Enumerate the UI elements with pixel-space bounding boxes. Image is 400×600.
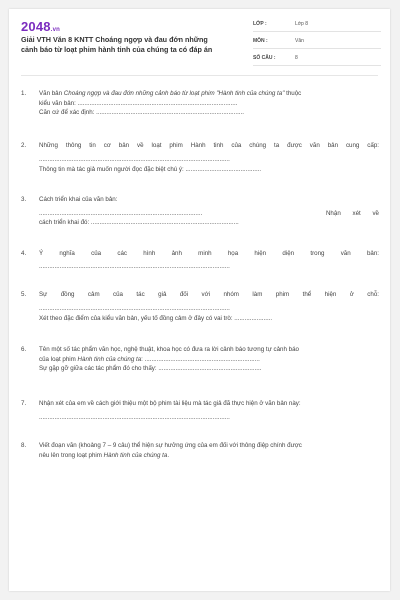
question-text: Viết đoạn văn (khoảng 7 – 9 câu) thể hiện sự hưởng ứng của em đối với thông điệp chính được	[39, 442, 302, 449]
text-run: Nhận xét về	[325, 209, 379, 217]
answer-line: Thông tin mà tác giả muốn người đọc đặc biệt chú ý: ............................................	[39, 166, 262, 173]
answer-line: ...............................................................................................................	[39, 413, 230, 421]
question-body	[39, 399, 379, 422]
answer-line: Sự gặp gỡ giữa các tác phẩm đó cho thấy: ............................................................	[39, 365, 262, 372]
answer-line	[39, 355, 379, 365]
worksheet-page	[9, 9, 390, 591]
meta-label: MÔN :	[253, 38, 268, 44]
logo-main: 2048	[21, 19, 51, 34]
header-divider	[21, 75, 378, 76]
text-run: của loạt phim	[39, 355, 78, 363]
italic-title: Hành tinh của chúng ta	[77, 355, 142, 363]
answer-dots: : ...................................................................	[141, 355, 260, 363]
question-number: 5.	[21, 291, 27, 298]
question-body	[39, 195, 379, 228]
italic-title: Choáng ngợp và đau đớn những cảnh báo từ loạt phim "Hành tinh của chúng ta"	[63, 90, 285, 97]
question-text: Tên một số tác phẩm văn học, nghệ thuật, khoa học có đưa ra lời cảnh báo tương tự cảnh báo	[39, 346, 299, 353]
question-body	[39, 345, 379, 374]
question-body	[39, 249, 379, 271]
question-number: 4.	[21, 250, 27, 257]
text-run: nêu lên trong loạt phim	[39, 451, 104, 459]
question-body	[39, 141, 379, 175]
question-number: 8.	[21, 442, 27, 449]
meta-value: Văn	[295, 38, 304, 44]
italic-title: Hành tinh của chúng ta	[103, 451, 168, 459]
question-number: 1.	[21, 90, 27, 97]
meta-value: Lớp 8	[295, 21, 309, 27]
title-line-1: Giải VTH Văn 8 KNTT Choáng ngợp và đau đớn những	[21, 35, 208, 44]
site-logo[interactable]	[21, 19, 60, 34]
answer-line: ...............................................................................................................	[39, 262, 230, 270]
question-text: Sự đồng cảm của tác giả đối với nhóm làm phim thể hiện ở chỗ:	[39, 291, 379, 298]
meta-row-class	[253, 17, 381, 32]
meta-row-subject	[253, 34, 381, 49]
question-number: 6.	[21, 346, 27, 353]
worksheet-header	[21, 17, 381, 73]
answer-dots: ...............................................................................................	[39, 209, 203, 217]
question-body	[39, 441, 379, 460]
text-run: thuộc	[284, 90, 302, 97]
answer-line: ...............................................................................................................	[39, 304, 230, 312]
text-run: .	[167, 451, 170, 459]
question-number: 3.	[21, 196, 27, 203]
meta-label: SỐ CÂU :	[253, 55, 276, 61]
answer-line: kiểu văn bản: .............................................................................................	[39, 99, 238, 107]
meta-panel	[253, 17, 381, 68]
answer-line: ...............................................................................................................	[39, 155, 230, 163]
question-text: Ý nghĩa của các hình ảnh minh họa hiện diện trong văn bản:	[39, 250, 379, 257]
title-line-2: cảnh báo từ loạt phim hành tinh của chúng ta có đáp án	[21, 45, 213, 54]
meta-label: LỚP :	[253, 21, 267, 27]
question-body	[39, 290, 379, 324]
document-title	[21, 35, 236, 55]
question-number: 2.	[21, 142, 27, 149]
question-text	[39, 451, 379, 461]
text-run: Văn bản	[39, 90, 64, 97]
meta-value: 8	[295, 55, 298, 61]
logo-suffix: .vn	[50, 27, 61, 33]
answer-line: cách triển khai đó: ......................................................................................	[39, 219, 239, 226]
question-text: Những thông tin cơ bản về loạt phim Hành tinh của chúng ta được văn bản cung cấp:	[39, 142, 379, 149]
question-body	[39, 89, 379, 118]
answer-line	[39, 209, 379, 219]
meta-row-question-count	[253, 51, 381, 66]
answer-line: Căn cứ để xác định: ......................................................................................	[39, 109, 244, 116]
question-text	[39, 89, 379, 99]
question-number: 7.	[21, 400, 27, 407]
answer-line: Xét theo đặc điểm của kiểu văn bản, yếu tố đồng cảm ở đây có vai trò: ......................	[39, 315, 273, 322]
question-text: Nhận xét của em về cách giới thiệu một bộ phim tài liệu mà tác giả đã thực hiện ở văn bản này:	[39, 400, 301, 407]
question-text: Cách triển khai của văn bản:	[39, 196, 118, 203]
